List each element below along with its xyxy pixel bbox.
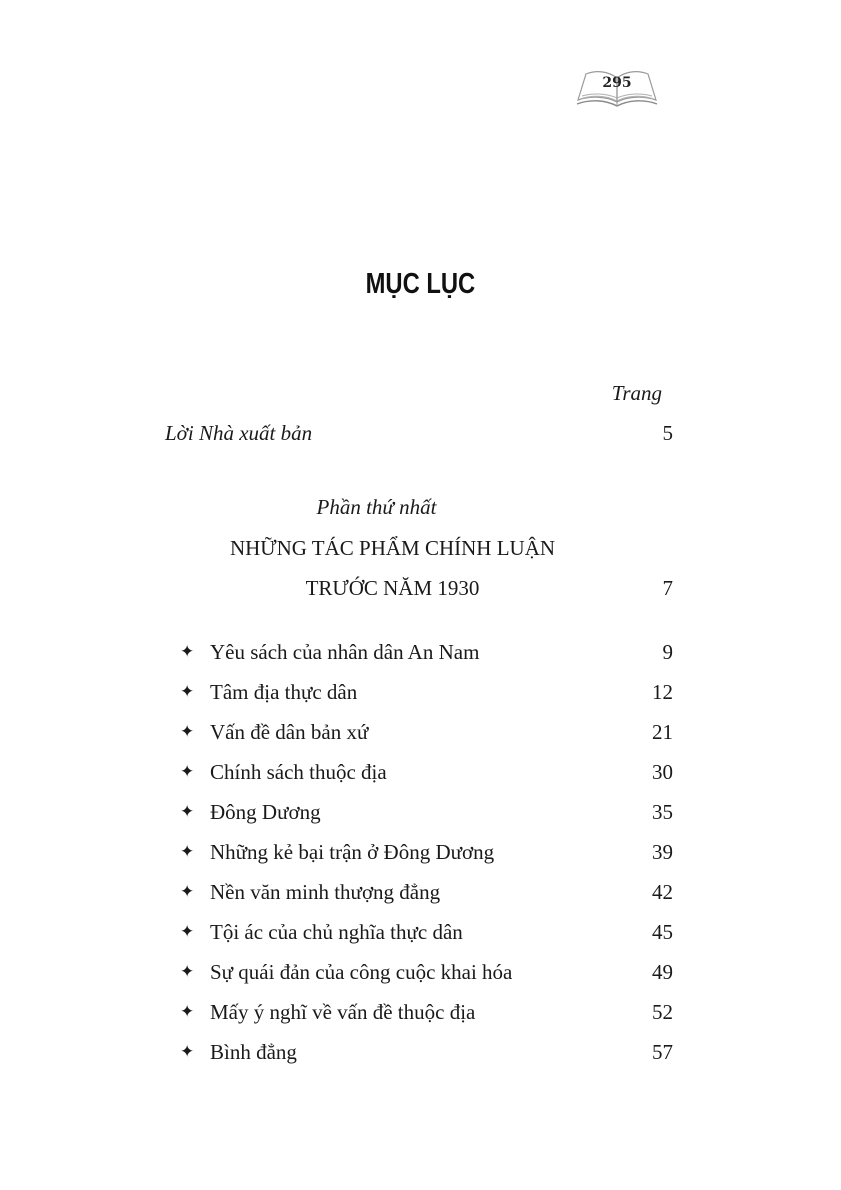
part-title-line-2-text: TRƯỚC NĂM 1930 xyxy=(305,576,480,600)
bullet-star-icon: ✦ xyxy=(180,1042,195,1061)
toc-entry-page: 57 xyxy=(652,1040,673,1064)
bullet-star-icon: ✦ xyxy=(180,882,195,901)
toc-entry-page: 42 xyxy=(652,880,673,904)
toc-entry-row xyxy=(180,677,673,707)
toc-entry-label: Đông Dương xyxy=(210,800,321,824)
toc-entry-page: 49 xyxy=(652,960,673,984)
toc-entry-label: Vấn đề dân bản xứ xyxy=(210,720,369,744)
toc-entry-label: Nền văn minh thượng đẳng xyxy=(210,880,441,904)
toc-entry-label: Những kẻ bại trận ở Đông Dương xyxy=(210,840,495,864)
toc-entry-label: Sự quái đản của công cuộc khai hóa xyxy=(210,960,513,984)
toc-preface-page: 5 xyxy=(662,421,673,445)
toc-entry-page: 9 xyxy=(662,640,673,664)
bullet-star-icon: ✦ xyxy=(180,722,195,741)
toc-entry-label: Yêu sách của nhân dân An Nam xyxy=(210,640,480,664)
toc-entry-label: Tội ác của chủ nghĩa thực dân xyxy=(210,920,463,944)
toc-entry-page: 45 xyxy=(652,920,673,944)
part-title-line-1: NHỮNG TÁC PHẨM CHÍNH LUẬN xyxy=(229,536,556,560)
part-page: 7 xyxy=(662,576,673,600)
toc-entry-row xyxy=(180,877,673,907)
page-column-header: Trang xyxy=(611,381,662,405)
part-page-row xyxy=(165,573,673,603)
bullet-star-icon: ✦ xyxy=(180,802,195,821)
part-subtitle: Phần thứ nhất xyxy=(316,495,437,519)
toc-entry-row xyxy=(180,1037,673,1067)
toc-entry-row xyxy=(180,917,673,947)
bullet-star-icon: ✦ xyxy=(180,682,195,701)
toc-entry-row xyxy=(180,637,673,667)
toc-entry-row xyxy=(180,757,673,787)
toc-entry-page: 12 xyxy=(652,680,673,704)
toc-entry-row xyxy=(180,797,673,827)
toc-preface-label: Lời Nhà xuất bản xyxy=(165,421,313,445)
toc-entry-page: 35 xyxy=(652,800,673,824)
toc-entry-page: 52 xyxy=(652,1000,673,1024)
toc-entry-page: 30 xyxy=(652,760,673,784)
bullet-star-icon: ✦ xyxy=(180,762,195,781)
toc-entry-row xyxy=(180,837,673,867)
toc-preface-row xyxy=(165,418,673,448)
toc-entry-label: Mấy ý nghĩ về vấn đề thuộc địa xyxy=(210,1000,476,1024)
toc-entry-label: Chính sách thuộc địa xyxy=(210,760,387,784)
toc-entry-page: 39 xyxy=(652,840,673,864)
toc-entry-row xyxy=(180,717,673,747)
page-title: MỤC LỤC xyxy=(365,268,476,300)
page-number: 295 xyxy=(602,75,632,91)
bullet-star-icon: ✦ xyxy=(180,1002,195,1021)
bullet-star-icon: ✦ xyxy=(180,842,195,861)
toc-entry-label: Bình đẳng xyxy=(210,1040,297,1064)
page-number-badge xyxy=(574,66,660,110)
bullet-star-icon: ✦ xyxy=(180,642,195,661)
bullet-star-icon: ✦ xyxy=(180,962,195,981)
toc-entry-row xyxy=(180,997,673,1027)
bullet-star-icon: ✦ xyxy=(180,922,195,941)
toc-entry-row xyxy=(180,957,673,987)
toc-entry-page: 21 xyxy=(652,720,673,744)
toc-entry-label: Tâm địa thực dân xyxy=(210,680,358,704)
